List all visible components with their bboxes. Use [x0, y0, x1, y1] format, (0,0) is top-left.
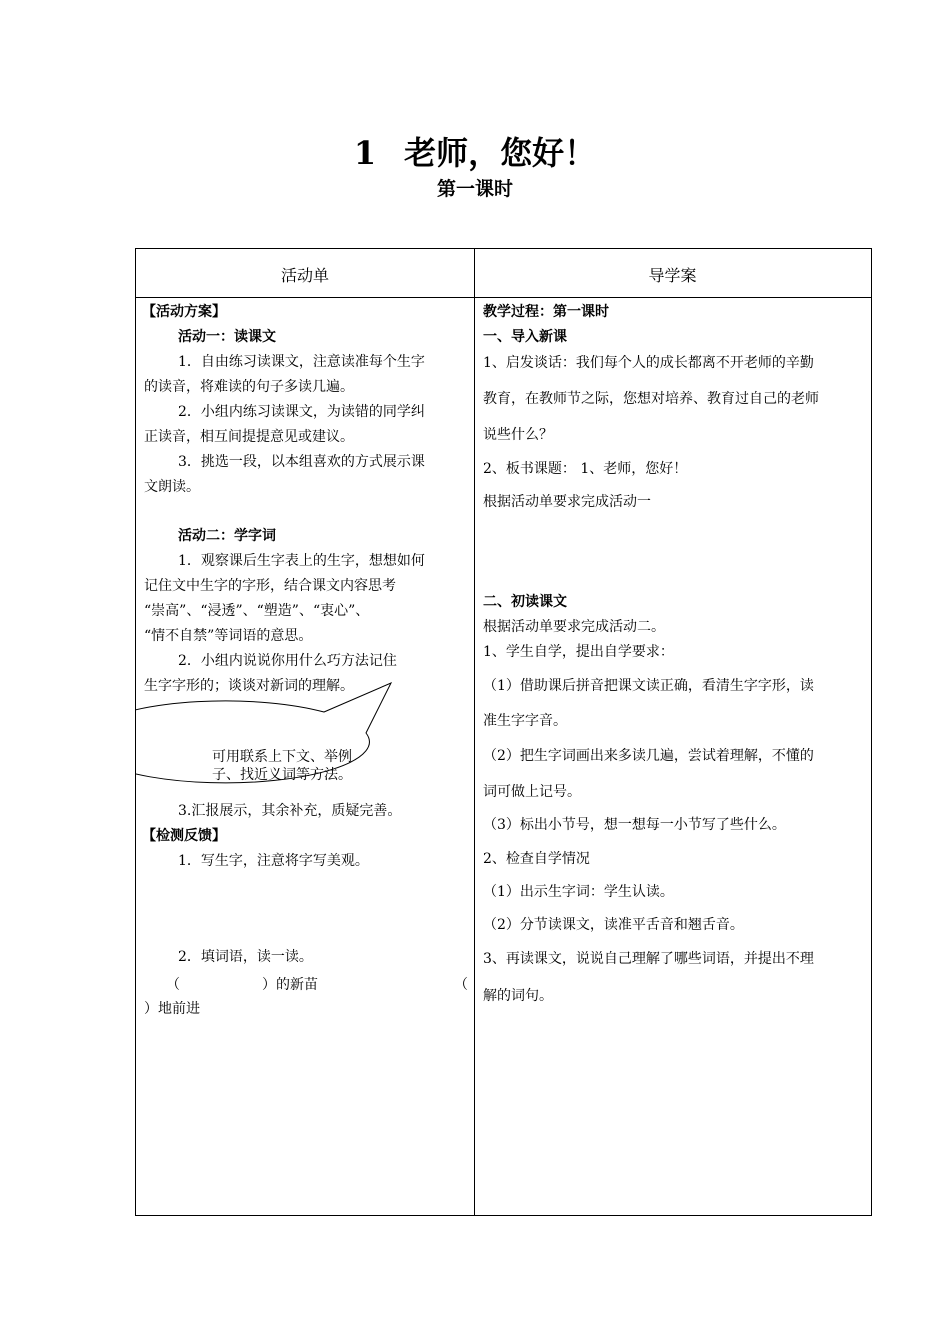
left-column-header: 活动单	[280, 266, 329, 285]
bubble-text: 子、找近义词等方法。	[212, 767, 352, 783]
section-feedback: 【检测反馈】	[142, 828, 226, 844]
text-line: （1）出示生字词：学生认读。	[483, 884, 674, 900]
text-line: 正读音，相互间提提意见或建议。	[144, 429, 354, 445]
text-line: 词可做上记号。	[483, 784, 581, 800]
text-line: 根据活动单要求完成活动二。	[483, 619, 665, 635]
lesson-table	[135, 248, 872, 1216]
text-line: 1、启发谈话：我们每个人的成长都离不开老师的辛勤	[483, 355, 814, 371]
text-line: “情不自禁”等词语的意思。	[144, 628, 313, 644]
lesson-title: 老师，您好！	[404, 134, 597, 172]
activity-one-title: 活动一：读课文	[178, 329, 276, 345]
text-line: 文朗读。	[144, 479, 200, 495]
blank-phrase: ）地前进	[144, 1001, 200, 1017]
lesson-number: 1	[353, 134, 377, 172]
activity-two-title: 活动二：学字词	[178, 528, 276, 544]
section-activity-plan: 【活动方案】	[142, 304, 226, 320]
bubble-text: 可用联系上下文、举例	[212, 749, 352, 765]
text-line: （3）标出小节号，想一想每一小节写了些什么。	[483, 817, 786, 833]
text-line: 教育，在教师节之际，您想对培养、教育过自己的老师	[483, 391, 819, 407]
text-line: 2．小组内练习读课文，为读错的同学纠	[178, 404, 425, 420]
blank-open: （	[166, 977, 180, 993]
blank-open: （	[454, 977, 468, 993]
section-intro: 一、导入新课	[483, 329, 567, 345]
text-line: 根据活动单要求完成活动一	[483, 494, 651, 510]
teaching-process-title: 教学过程：第一课时	[483, 304, 609, 320]
text-line: 1、学生自学，提出自学要求：	[483, 644, 674, 660]
text-line: 2、检查自学情况	[483, 851, 590, 867]
text-line: 1．观察课后生字表上的生字，想想如何	[178, 553, 425, 569]
text-line: 2、板书课题： 1、老师，您好！	[483, 461, 688, 477]
right-column-header: 导学案	[648, 266, 697, 285]
text-line: （2）把生字词画出来多读几遍，尝试着理解，不懂的	[483, 748, 814, 764]
text-line: 说些什么？	[483, 427, 553, 443]
page-subtitle: 第一课时	[436, 178, 513, 200]
speech-bubble	[136, 249, 474, 809]
section-first-reading: 二、初读课文	[483, 594, 567, 610]
text-line: 准生字字音。	[483, 713, 567, 729]
column-divider	[474, 249, 475, 1215]
text-line: （2）分节读课文，读准平舌音和翘舌音。	[483, 917, 744, 933]
text-line: 3．挑选一段，以本组喜欢的方式展示课	[178, 454, 425, 470]
blank-phrase: ）的新苗	[262, 977, 318, 993]
text-line: 3.汇报展示，其余补充，质疑完善。	[178, 803, 402, 819]
text-line: 解的词句。	[483, 988, 553, 1004]
text-line: 记住文中生字的字形，结合课文内容思考	[144, 578, 396, 594]
page-title	[0, 128, 950, 174]
text-line: “崇高”、“浸透”、“塑造”、“衷心”、	[144, 603, 370, 619]
text-line: 1．自由练习读课文，注意读准每个生字	[178, 354, 425, 370]
text-line: 生字字形的；谈谈对新词的理解。	[144, 678, 354, 694]
text-line: （1）借助课后拼音把课文读正确，看清生字字形，读	[483, 678, 814, 694]
text-line: 的读音，将难读的句子多读几遍。	[144, 379, 354, 395]
text-line: 3、再读课文，说说自己理解了哪些词语，并提出不理	[483, 951, 814, 967]
text-line: 2．填词语，读一读。	[178, 949, 313, 965]
text-line: 2．小组内说说你用什么巧方法记住	[178, 653, 397, 669]
text-line: 1．写生字，注意将字写美观。	[178, 853, 369, 869]
